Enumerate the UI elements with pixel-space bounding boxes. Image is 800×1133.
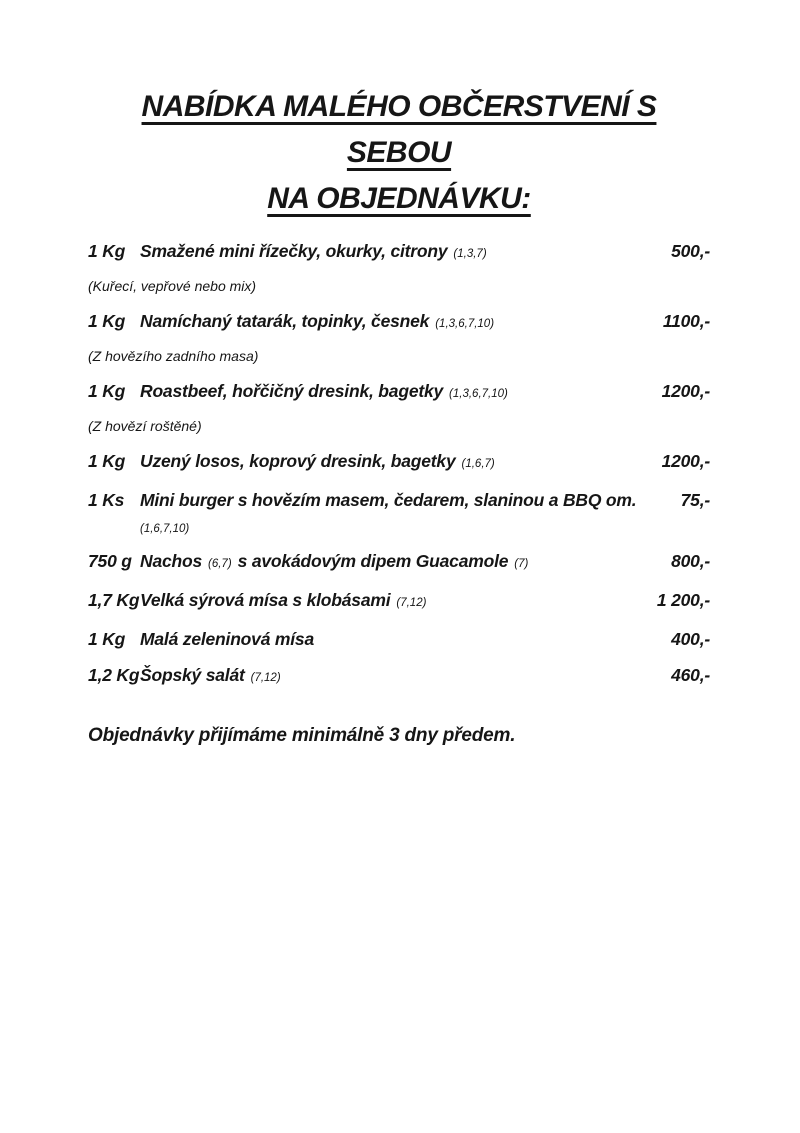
item-name <box>140 381 508 401</box>
menu-item-row <box>88 489 710 511</box>
page-title-line1: NABÍDKA MALÉHO OBČERSTVENÍ S SEBOU <box>141 90 657 169</box>
menu-item-row <box>88 589 710 614</box>
menu-item-row <box>88 240 710 265</box>
item-allergens: (6,7) <box>208 558 232 570</box>
item-price: 1100,- <box>662 311 710 331</box>
page-title-line2-wrap <box>88 176 710 222</box>
item-quantity: 1 Kg <box>88 381 126 401</box>
item-text <box>88 489 669 511</box>
item-name <box>140 665 281 685</box>
item-price: 1200,- <box>661 381 710 401</box>
item-text <box>88 380 650 405</box>
item-allergens: (1,3,6,7,10) <box>449 388 508 400</box>
item-allergens: (1,3,6,7,10) <box>435 318 495 330</box>
item-price: 1 200,- <box>656 590 710 610</box>
item-price: 75,- <box>680 490 710 510</box>
item-name-part: Nachos <box>140 551 203 571</box>
item-quantity: 1 Kg <box>88 629 126 649</box>
item-text <box>88 450 650 475</box>
item-allergens: (1,6,7) <box>461 458 495 470</box>
page-title-line1-wrap <box>88 84 710 176</box>
item-quantity: 1 Kg <box>88 311 126 331</box>
item-name-part: s avokádovým dipem Guacamole <box>237 551 509 571</box>
item-quantity: 1,2 Kg <box>88 665 140 685</box>
item-text <box>88 310 651 335</box>
item-price: 800,- <box>671 551 710 571</box>
item-allergen-line: (1,6,7,10) <box>140 523 190 535</box>
item-note: (Z hovězího zadního masa) <box>88 348 259 364</box>
menu-list <box>88 240 710 689</box>
menu-item-row <box>88 550 710 575</box>
item-quantity: 750 g <box>88 551 132 571</box>
item-name <box>140 551 528 571</box>
item-price: 1200,- <box>661 451 710 471</box>
item-name <box>140 311 494 331</box>
item-price: 400,- <box>671 629 710 649</box>
item-name <box>140 590 426 610</box>
item-quantity: 1 Ks <box>88 490 125 510</box>
item-name-part: Velká sýrová mísa s klobásami <box>140 590 391 610</box>
item-name-part: Uzený losos, koprový dresink, bagetky <box>140 451 456 471</box>
item-text <box>88 589 645 614</box>
item-allergens: (1,3,7) <box>453 248 487 260</box>
item-name-part: Namíchaný tatarák, topinky, česnek <box>140 311 430 331</box>
item-allergens: (7,12) <box>250 672 281 684</box>
item-quantity: 1,7 Kg <box>88 590 140 610</box>
page-title-line2: NA OBJEDNÁVKU: <box>267 182 531 215</box>
menu-item-row <box>88 628 710 650</box>
menu-item-row <box>88 310 710 335</box>
item-name-part: Malá zeleninová mísa <box>140 629 314 649</box>
item-text <box>88 628 659 650</box>
order-notice: Objednávky přijímáme minimálně 3 dny předem. <box>88 725 516 746</box>
item-name <box>140 241 487 261</box>
page-title <box>88 84 710 222</box>
item-name-part: Mini burger s hovězím masem, čedarem, slaninou a BBQ om. <box>140 490 637 510</box>
item-price: 460,- <box>671 665 710 685</box>
item-name <box>140 451 495 471</box>
item-allergens: (7) <box>514 558 529 570</box>
item-name-part: Šopský salát <box>140 665 245 685</box>
item-allergens: (7,12) <box>396 597 427 609</box>
item-name <box>140 490 636 510</box>
item-note: (Z hovězí roštěné) <box>88 418 202 434</box>
menu-item-row <box>88 664 710 689</box>
menu-item-row <box>88 380 710 405</box>
menu-item-row <box>88 450 710 475</box>
item-name <box>140 629 314 649</box>
item-quantity: 1 Kg <box>88 241 126 261</box>
item-text <box>88 550 659 575</box>
item-price: 500,- <box>671 241 710 261</box>
item-name-part: Roastbeef, hořčičný dresink, bagetky <box>140 381 444 401</box>
item-text <box>88 240 659 265</box>
item-text <box>88 664 659 689</box>
item-quantity: 1 Kg <box>88 451 126 471</box>
item-name-part: Smažené mini řízečky, okurky, citrony <box>140 241 448 261</box>
item-note: (Kuřecí, vepřové nebo mix) <box>88 278 257 294</box>
